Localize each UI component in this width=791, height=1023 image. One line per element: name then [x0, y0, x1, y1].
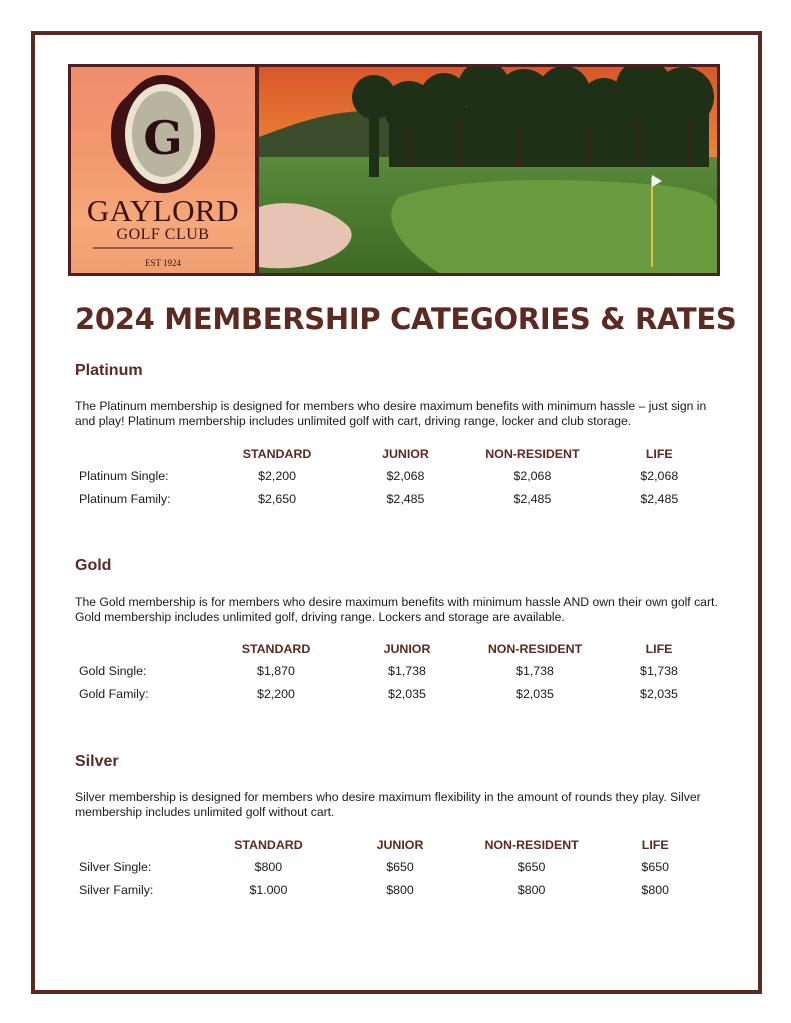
rate-cell: $2,650	[258, 491, 297, 506]
rate-cell: $2,485	[640, 491, 679, 506]
table-header-row	[75, 442, 715, 465]
column-header-empty	[75, 833, 205, 856]
rate-cell: $650	[386, 860, 414, 875]
section-description: The Platinum membership is designed for members who desire maximum benefits with minimum hassle – just sign in and play! Platinum membership includes unlimited golf with cart, driving range, locker and club storage.	[75, 399, 707, 428]
rate-cell: $2,200	[258, 469, 297, 484]
rate-cell: $1,738	[516, 664, 554, 679]
column-header: JUNIOR	[383, 641, 431, 656]
logo-name: GAYLORD	[86, 193, 240, 228]
row-label: Platinum Single:	[79, 469, 169, 484]
rate-cell: $650	[517, 860, 546, 875]
table-header-row	[75, 833, 715, 856]
rate-cell: $2,035	[516, 686, 554, 701]
column-header: STANDARD	[234, 837, 303, 852]
rate-cell: $1,738	[388, 664, 426, 679]
row-label: Gold Family:	[79, 686, 149, 701]
section-gold	[75, 557, 718, 701]
rate-cell: $2,485	[513, 491, 552, 506]
club-logo	[71, 67, 255, 273]
header-banner	[68, 64, 720, 276]
table-row	[75, 683, 715, 706]
column-header: LIFE	[645, 641, 673, 656]
rates-table	[75, 833, 715, 901]
table-header-row	[75, 637, 715, 660]
section-platinum	[75, 362, 715, 506]
rate-cell: $1,870	[257, 664, 295, 679]
column-header: STANDARD	[241, 641, 311, 656]
rate-cell: $800	[386, 882, 414, 897]
rate-cell: $2,068	[513, 469, 552, 484]
rate-cell: $800	[254, 860, 283, 875]
column-header: LIFE	[641, 837, 669, 852]
logo-monogram: G	[143, 111, 183, 165]
logo-subtitle: GOLF CLUB	[116, 226, 210, 243]
column-header-empty	[75, 442, 204, 465]
rates-table	[75, 442, 715, 510]
row-label: Silver Family:	[79, 882, 154, 897]
table-row	[75, 660, 715, 683]
column-header: NON-RESIDENT	[487, 641, 583, 656]
table-row	[75, 879, 715, 902]
table-row	[75, 856, 715, 879]
rate-cell: $1,738	[640, 664, 678, 679]
rate-cell: $800	[517, 882, 546, 897]
rate-cell: $650	[641, 860, 669, 875]
rate-cell: $2,068	[640, 469, 679, 484]
page-title: 2024 MEMBERSHIP CATEGORIES & RATES	[75, 302, 737, 336]
logo-established: EST 1924	[144, 258, 182, 268]
section-heading: Platinum	[75, 362, 143, 379]
column-header: STANDARD	[242, 446, 312, 461]
rate-cell: $2,485	[386, 491, 425, 506]
section-description: The Gold membership is for members who desire maximum benefits with minimum hassle AND own their own golf cart. Gold membership includes unlimited golf, driving range. Lockers and storage are available.	[75, 595, 718, 624]
rates-table	[75, 637, 715, 705]
column-header: JUNIOR	[382, 446, 429, 461]
column-header: JUNIOR	[376, 837, 424, 852]
section-heading: Silver	[75, 753, 119, 770]
golf-course-photo	[259, 67, 717, 273]
table-row	[75, 488, 715, 511]
column-header: NON-RESIDENT	[485, 446, 580, 461]
section-description: Silver membership is designed for members who desire maximum flexibility in the amount of rounds they play. Silver membership includes unlimited golf without cart.	[75, 790, 701, 819]
rate-cell: $2,035	[388, 686, 426, 701]
rate-cell: $2,035	[640, 686, 678, 701]
rate-cell: $1.000	[249, 882, 288, 897]
row-label: Gold Single:	[79, 664, 147, 679]
rate-cell: $2,200	[257, 686, 295, 701]
section-silver	[75, 753, 715, 897]
row-label: Silver Single:	[79, 860, 152, 875]
section-heading: Gold	[75, 557, 112, 574]
rate-cell: $2,068	[386, 469, 425, 484]
rate-cell: $800	[641, 882, 669, 897]
row-label: Platinum Family:	[79, 491, 171, 506]
column-header: NON-RESIDENT	[484, 837, 579, 852]
column-header-empty	[75, 637, 205, 660]
column-header: LIFE	[645, 446, 673, 461]
table-row	[75, 465, 715, 488]
